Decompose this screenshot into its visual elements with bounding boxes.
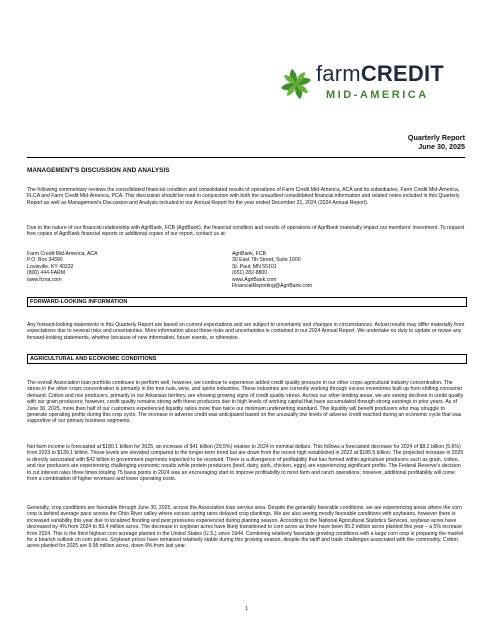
address-fcma: [27, 251, 98, 283]
logo-subtitle: MID-AMERICA: [326, 89, 429, 101]
address-line: (800) 444-FARM: [27, 270, 65, 277]
address-line: St. Paul, MN 55101: [232, 263, 277, 270]
logo-wordmark: [316, 63, 444, 85]
mgmt-paragraph-1: The following commentary reviews the consolidated financial condition and consolidated results of operations of Farm Credit Mid-America, ACA and its subsidiaries, Farm Credit Mid-America, FLCA and Farm Credit Mid-America, PCA. This discussion should be read in conjunction with both the unaudited consolidated financial information and related notes included in this Quarterly Report as well as Management's Discussion and Analysis included in our Annual Report for the year ended December 31, 2024 (2024 Annual Report).: [27, 187, 460, 206]
agri-paragraph-2: Net farm income is forecasted at $180.1 billion for 2025, an increase of $41 billion (29.5%) relative to 2024 in nominal dollars. This follows a forecasted decrease for 2024 of $8.2 billion (5.6%) from 2023 to $139.1 billion. These levels are elevated compared to the longer-term trend but are down from the recent high established in 2022 at $185.5 billion. The projected increase in 2025 is directly associated with $42 billion in government payments expected to be received. There is a divergence of profitability that has formed within agriculture producers such as grain, cotton, and rice producers are experiencing challenging economic results while protein producers (beef, dairy, pork, chicken, eggs) are experiencing significant profits. The Federal Reserve's decision to cut interest rates three times totaling 75 basis points in 2024 was an encouraging start to improve profitability to most farm and ranch operations; however, additional profitability will come from a combination of higher revenues and lower operating costs.: [27, 444, 464, 483]
forward-looking-paragraph: Any forward-looking statements in this Quarterly Report are based on current expectations and are subject to uncertainty and changes in circumstances. Actual results may differ materially from expectations due to several risks and uncertainties. More information about these risks and uncertainties is contained in our 2024 Annual Report. We undertake no duty to update or revise any forward-looking statements, whether because of new information, future events, or otherwise.: [27, 322, 465, 341]
forward-looking-header: FORWARD-LOOKING INFORMATION: [27, 297, 467, 307]
address-line: Farm Credit Mid-America, ACA: [27, 251, 98, 257]
mgmt-section-title: MANAGEMENT'S DISCUSSION AND ANALYSIS: [27, 167, 170, 174]
farm-credit-logo: [278, 61, 450, 110]
website-link[interactable]: www.fcma.com: [27, 276, 62, 283]
report-heading: [408, 133, 465, 151]
header-divider: [27, 157, 465, 158]
address-line: Louisville, KY 40232: [27, 263, 74, 270]
address-line: AgriBank, FCB: [232, 251, 266, 257]
report-date: June 30, 2025: [418, 142, 465, 151]
mgmt-paragraph-2: Due to the nature of our financial relationship with AgriBank, FCB (AgriBank), the financial condition and results of operations of AgriBank materially impact our members' investment. To request free copies of AgriBank financial reports or additional copies of our report, contact us at:: [27, 225, 465, 238]
agri-paragraph-3: Generally, crop conditions are favorable through June 30, 2025, across the Association loan service area. Despite the generally favorable conditions, we are experiencing areas where the corn crop is behind average pace across the Ohio River valley where excess spring rains delayed crop plantings. We are also seeing mostly favorable conditions with soybeans, however there is increased variability this year due to localized flooding and pest pressures experienced during planting season. According to the National Agricultural Statistics Services, soybean acres have decreased by 4% from 2024 to 83.4 million acres. The decrease in soybean acres have likely transitioned to corn acres as there have been 95.2 million acres planted this year – a 5% increase from 2024. This is the third highest corn acreage planted in the United States (U.S.) since 1944. Combining relatively favorable growing conditions with a large corn crop is preparing the market for a bearish outlook on corn prices. Soybean prices have remained relatively stable during this growing season, despite the tariff and trade challenges associated with the commodity. Cotton acres planted for 2025 are 9.95 million acres, down 9% from last year.: [27, 505, 464, 550]
address-line: P.O. Box 34390: [27, 257, 63, 264]
agri-conditions-header: AGRICULTURAL AND ECONOMIC CONDITIONS: [27, 354, 467, 364]
email-link[interactable]: FinancialReporting@AgriBank.com: [232, 283, 313, 290]
leaf-logo-icon: [278, 66, 314, 102]
address-line: (651) 282-8800: [232, 270, 268, 277]
website-link[interactable]: www.AgriBank.com: [232, 276, 277, 283]
agri-paragraph-1: The overall Association loan portfolio continues to perform well; however, we continue to experience added credit quality pressure in our other crops agricultural industry concentration. The stress in the other crops concentration is primarily in the tree nuts, wine, and spirits industries. These industries are currently working through excess inventories built up from shifting consumer demand. Cotton and rice producers, primarily in our Arkansas territory, are showing growing signs of credit quality stress. Across our other lending areas, we are seeing declines in credit quality with our grain producers; however, credit quality remains strong with these producers due to high levels of working capital that have accumulated through strong earnings in prior years. As of June 30, 2025, more than half of our customers experienced liquidity ratios more than twice our minimum underwriting standard. This liquidity will benefit producers who may struggle to generate operating profits during this crop cycle. The increase in adverse credit was anticipated based on the unusually low levels of adverse credit reached during an economic cycle that was supportive of our primary business segments.: [27, 380, 464, 425]
logo-word-credit: CREDIT: [360, 61, 444, 86]
address-agribank: [232, 251, 312, 289]
page-number: 1: [245, 606, 248, 612]
logo-word-farm: farm: [316, 61, 361, 86]
address-line: 30 East 7th Street, Suite 1600: [232, 257, 301, 264]
report-title: Quarterly Report: [407, 133, 465, 142]
